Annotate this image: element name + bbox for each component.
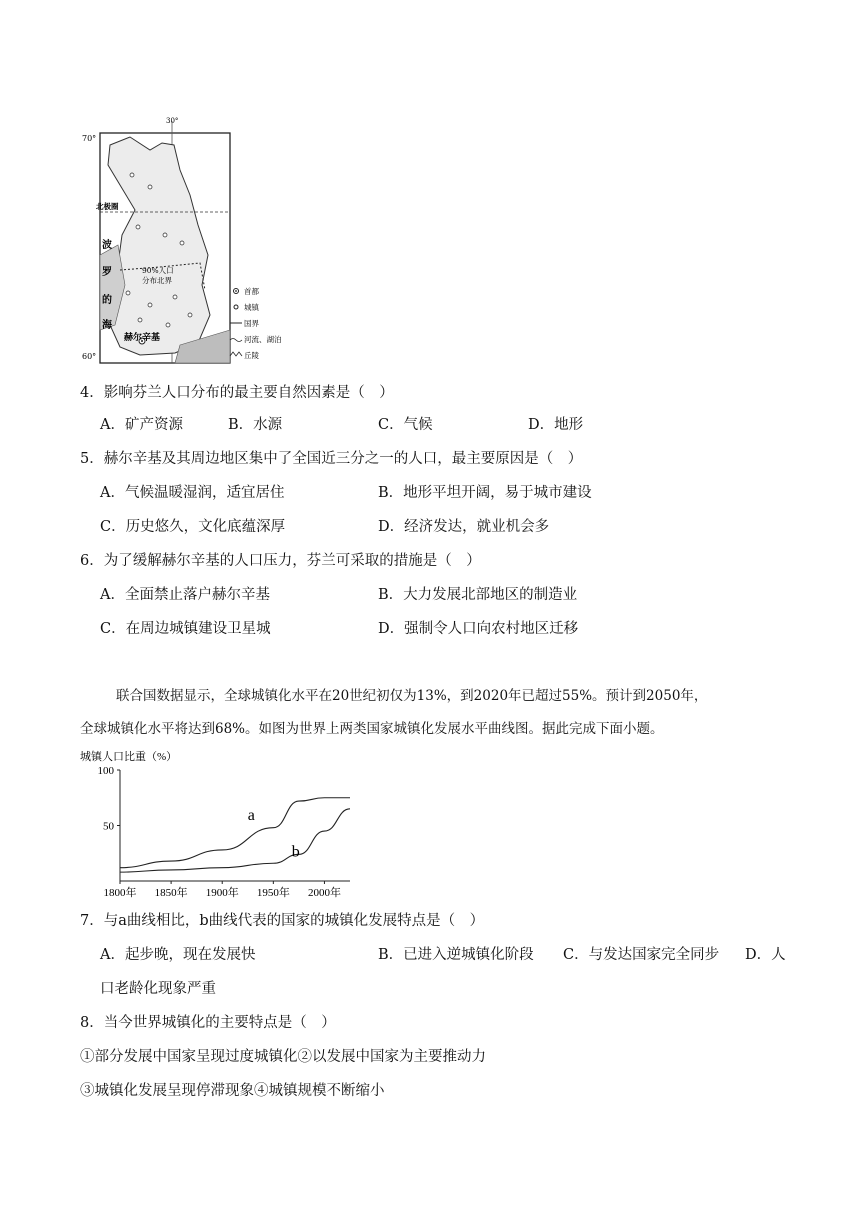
q7-stem: 7．与a曲线相比，b曲线代表的国家的城镇化发展特点是（ ） [80,913,485,929]
finland-outline [108,137,210,355]
urbanization-chart [80,748,370,903]
q6-stem: 6．为了缓解赫尔辛基的人口压力，芬兰可采取的措施是（ ） [80,553,481,569]
y-tick-label: 100 [97,765,114,777]
q7-option-d-cont: 口老龄化现象严重 [100,981,216,997]
q4-stem: 4．影响芬兰人口分布的最主要自然因素是（ ） [80,385,394,401]
q6-option-d: D．强制令人口向农村地区迁移 [378,621,579,637]
q4-option-a: A．矿产资源 [100,417,183,433]
q7-option-b: B．已进入逆城镇化阶段 [378,947,534,963]
x-tick-label: 2000年 [307,887,341,899]
x-tick-label: 1800年 [103,887,137,899]
meridian-label: 30° [166,117,179,125]
q7-option-a: A．起步晚，现在发展快 [100,947,256,963]
lat60-label: 60° [82,352,97,361]
intro-line-2: 全球城镇化水平将达到68%。如图为世界上两类国家城镇化发展水平曲线图。据此完成下面小题。 [80,721,664,737]
x-tick-label: 1900年 [205,887,239,899]
q4-option-b: B．水源 [228,417,283,433]
series-a-line [120,798,350,868]
q6-option-b: B．大力发展北部地区的制造业 [378,587,578,603]
q6-option-a: A．全面禁止落户赫尔辛基 [100,587,270,603]
lat70-label: 70° [82,134,97,143]
q5-stem: 5．赫尔辛基及其周边地区集中了全国近三分之一的人口，最主要原因是（ ） [80,451,583,467]
q4-option-d: D．地形 [528,417,584,433]
q5-option-c: C．历史悠久，文化底蕴深厚 [100,519,286,535]
arctic-circle-label: 北极圈 [96,202,119,211]
population-label-1: 90%人口 [142,266,174,275]
sea-char-4: 海 [102,320,112,331]
intro-line-1: 联合国数据显示，全球城镇化水平在20世纪初仅为13%，到2020年已超过55%。预计到2050年， [116,688,708,704]
q8-statements-2: ③城镇化发展呈现停滞现象④城镇规模不断缩小 [80,1083,385,1099]
x-tick-label: 1950年 [256,887,290,899]
q7-option-d-start: D．人 [745,947,786,963]
population-label-2: 分布北界 [142,276,172,285]
sea-char-3: 的 [102,295,112,306]
q8-stem: 8．当今世界城镇化的主要特点是（ ） [80,1015,336,1031]
legend-border: 国界 [244,319,259,328]
sea-char-1: 波 [102,240,112,251]
legend-river: 河流、湖泊 [244,335,282,344]
q5-option-b: B．地形平坦开阔，易于城市建设 [378,485,592,501]
y-tick-label: 50 [103,820,114,833]
q4-option-c: C．气候 [378,417,433,433]
legend-town: 城镇 [244,303,259,312]
map-legend [230,286,282,360]
series-a-label: a [247,806,255,824]
legend-capital: 首都 [244,287,259,296]
series-b-label: b [291,843,300,861]
q5-option-d: D．经济发达，就业机会多 [378,519,550,535]
finland-map-figure [80,115,330,365]
q7-option-c: C．与发达国家完全同步 [563,947,720,963]
q6-option-c: C．在周边城镇建设卫星城 [100,621,271,637]
x-tick-label: 1850年 [154,887,188,899]
chart-ylabel: 城镇人口比重（%） [80,751,178,763]
sea-char-2: 罗 [102,267,112,278]
legend-hill: 丘陵 [244,351,259,360]
q5-option-a: A．气候温暖湿润，适宜居住 [100,485,285,501]
city-label: 赫尔辛基 [124,333,161,343]
q8-statements-1: ①部分发展中国家呈现过度城镇化②以发展中国家为主要推动力 [80,1049,486,1065]
